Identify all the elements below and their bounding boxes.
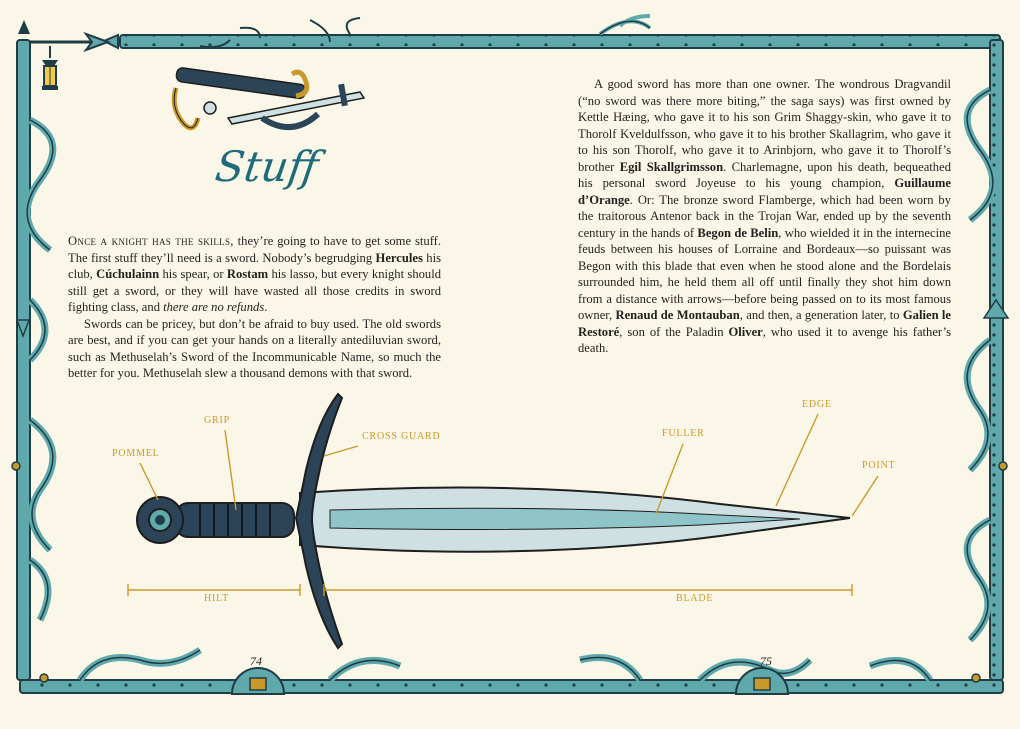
text-run: , who used it to avenge his father’s death. — [578, 324, 951, 355]
text-run: , son of the Paladin — [619, 324, 729, 339]
bottom-crest-left — [232, 668, 284, 694]
label-grip: GRIP — [204, 415, 230, 426]
left-border-bar — [12, 20, 53, 680]
name-begon: Begon de Belin — [697, 225, 779, 240]
label-fuller: FULLER — [662, 428, 705, 439]
text-run: . Charlemagne, upon his death, bequeathed his personal sword Joyeuse to his young champion, — [578, 159, 951, 190]
name-galien: Galien le Restoré — [578, 308, 952, 339]
text-run: . — [264, 300, 268, 314]
sword-grip — [176, 503, 294, 537]
text-run: , and then, a generation later, to — [739, 308, 903, 322]
name-rostam: Rostam — [226, 267, 269, 281]
right-column-text — [578, 76, 951, 357]
text-run: they’re going to have to get some stuff. The first stuff they’ll need is a sword. Nobody’s begrudging — [68, 234, 441, 265]
paragraph — [68, 233, 441, 316]
lantern-icon — [42, 46, 58, 90]
label-point: POINT — [862, 460, 896, 471]
label-edge: EDGE — [802, 399, 832, 410]
emphasis-text: there are no refunds — [163, 300, 265, 314]
page-number-right: 75 — [760, 654, 772, 668]
label-blade: BLADE — [676, 593, 714, 604]
text-run: , who wielded it in the internecine feuds between his houses of Lorraine and Bordeaux—so puissant was Begon with this blade that even when he stood alone and the Bordelais surrounded him, he held them all off until finally they shot him down from a distance with arrows—before being passed on to its most famous owner, — [578, 225, 951, 322]
left-column-text — [68, 233, 441, 382]
swords-illustration — [174, 67, 364, 128]
page-number-left: 74 — [250, 654, 262, 668]
page-title: Stuff — [212, 142, 322, 191]
name-hercules: Hercules — [375, 250, 423, 265]
bottom-border-bar — [20, 650, 1003, 694]
right-border-bar — [967, 40, 1008, 680]
sword-diagram — [128, 394, 878, 648]
lead-in: Once a knight has the skills, — [68, 234, 234, 248]
text-run: his club, — [68, 250, 441, 281]
text-run: . Or: The bronze sword Flamberge, which had been worn by the traitorous Antenor back in the Trojan War, ended up by the seventh century in the hands of — [578, 192, 951, 240]
label-pommel: POMMEL — [112, 448, 160, 459]
name-egil: Egil Skallgrimsson — [619, 159, 724, 174]
label-hilt: HILT — [204, 593, 230, 604]
name-cuchulainn: Cúchulainn — [96, 267, 160, 281]
label-cross-guard: CROSS GUARD — [362, 431, 441, 442]
name-oliver: Oliver — [728, 324, 763, 339]
name-renaud: Renaud de Montauban — [615, 308, 740, 322]
text-run: A good sword has more than one owner. The wondrous Dragvandil (“no sword was there more biting,” the saga says) was first owned by Kettle Hæing, who gave it to his son Grim Shaggy-skin, who gave it to Thorolf Kveldulfsson, who gave it to his brother Skallagrim, who gave it to his son Thorolf, who gave it to Arinbjorn, who gave it to Thorolf’s brother — [578, 77, 951, 174]
text-run: his spear, or — [159, 267, 227, 281]
name-guillaume: Guillaume d’Orange — [578, 176, 951, 207]
paragraph: Swords can be pricey, but don’t be afraid to buy used. The old swords are best, and if you can get your hands on a literally antediluvian sword, such as Methuselah’s Sword of the Incommunicable Name, so much the better for you. Methuselah slew a thousand demons with that sword. — [68, 316, 441, 380]
text-run: his lasso, but every knight should still get a sword, or they will have wasted all those credits in sword fighting class, and — [68, 267, 442, 314]
top-border-bar — [20, 16, 1000, 50]
paragraph — [578, 76, 951, 357]
